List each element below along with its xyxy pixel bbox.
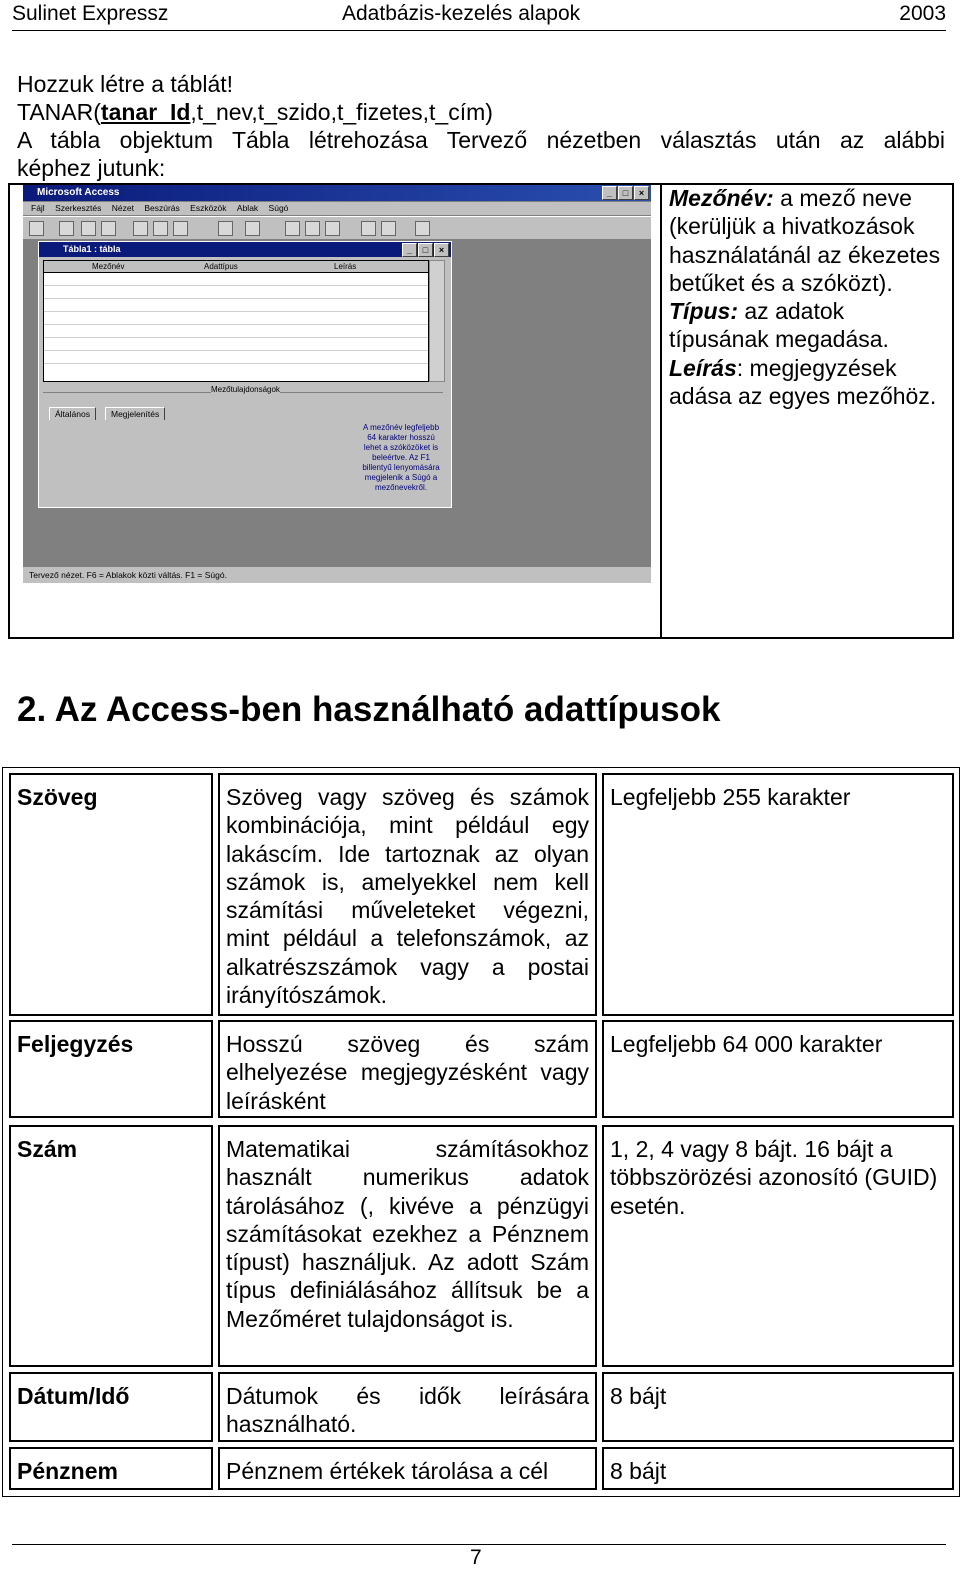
field-name-note	[669, 184, 944, 297]
header-center: Adatbázis-kezelés alapok	[342, 2, 581, 25]
type-name: Szöveg	[9, 773, 213, 1016]
build-icon[interactable]	[381, 221, 396, 236]
status-bar	[23, 567, 651, 583]
type-name: Pénznem	[9, 1447, 213, 1490]
intro-line-1: Hozzuk létre a táblát!	[17, 71, 234, 97]
tab-general[interactable]: Általános	[49, 407, 96, 420]
type-description: Dátumok és idők leírására használható.	[218, 1372, 597, 1442]
type-description-text: Pénznem értékek tárolása a cél	[226, 1458, 549, 1479]
header-rule	[12, 30, 946, 31]
doc-close-icon[interactable]: ×	[434, 243, 449, 257]
app-title: Microsoft Access	[37, 187, 120, 198]
delete-row-icon[interactable]	[325, 221, 340, 236]
grid-row	[44, 298, 428, 299]
page-number: 7	[470, 1546, 482, 1569]
grid-scrollbar[interactable]	[429, 260, 445, 382]
properties-icon[interactable]	[361, 221, 376, 236]
tab-lookup[interactable]: Megjelenítés	[105, 407, 165, 420]
copy-icon[interactable]	[153, 221, 168, 236]
type-description: Hosszú szöveg és szám elhelyezése megjegyzésként vagy leírásként	[218, 1020, 597, 1118]
toolbar	[23, 216, 651, 240]
type-size: Legfeljebb 64 000 karakter	[602, 1020, 954, 1118]
type-size: Legfeljebb 255 karakter	[602, 773, 954, 1016]
data-types-table	[2, 767, 960, 1497]
minimize-icon[interactable]: _	[602, 186, 617, 200]
grid-row	[44, 337, 428, 338]
grid-row	[44, 350, 428, 351]
schema-prefix: TANAR(	[17, 99, 101, 125]
type-name: Dátum/Idő	[9, 1372, 213, 1442]
menu-edit[interactable]: Szerkesztés	[55, 203, 102, 213]
type-size: 1, 2, 4 vagy 8 bájt. 16 bájt a többszörözési azonosító (GUID) esetén.	[602, 1125, 954, 1367]
field-grid[interactable]	[43, 260, 429, 382]
menu-insert[interactable]: Beszúrás	[144, 203, 180, 213]
intro-text	[17, 70, 945, 182]
field-properties	[43, 385, 443, 505]
menu-file[interactable]: Fájl	[31, 203, 45, 213]
status-text: Tervező nézet. F6 = Ablakok közti váltás. F1 = Súgó.	[29, 570, 227, 580]
figure-explanation	[669, 184, 944, 410]
type-size: 8 bájt	[602, 1447, 954, 1490]
field-name-hint: A mezőnév legfeljebb 64 karakter hosszú lehet a szóközöket is beleértve. Az F1 billentyű lenyomására megjelenik a Súgó a mezőnevekről.	[362, 423, 440, 492]
footer-rule	[12, 1544, 946, 1545]
doc-minimize-icon[interactable]: _	[402, 243, 417, 257]
menu-tools[interactable]: Eszközök	[190, 203, 227, 213]
schema-rest: ,t_nev,t_szido,t_fizetes,t_cím)	[190, 99, 493, 125]
table-window-titlebar	[39, 242, 451, 257]
header-left: Sulinet Expressz	[12, 2, 169, 25]
view-icon[interactable]	[29, 221, 44, 236]
col-description: Leírás	[334, 262, 357, 271]
table-design-window	[38, 241, 452, 508]
field-properties-label: Mezőtulajdonságok	[211, 385, 280, 394]
grid-row	[44, 285, 428, 286]
help-icon[interactable]	[415, 221, 430, 236]
primary-key: tanar_Id	[100, 99, 191, 125]
grid-header	[44, 261, 428, 273]
type-def: az adatok típusának megadása.	[669, 298, 889, 353]
menu-view[interactable]: Nézet	[111, 203, 134, 213]
menu-help[interactable]: Súgó	[268, 203, 289, 213]
app-titlebar	[23, 185, 651, 201]
intro-line-4: képhez jutunk:	[17, 155, 166, 181]
type-note	[669, 297, 944, 354]
primary-key-icon[interactable]	[245, 221, 260, 236]
type-description: Szöveg vagy szöveg és számok kombinációja, mint például egy lakáscím. Ide tartoznak az olyan számok is, amelyekkel nem kell számítási műveleteket végezni, mint például a telefonszámok, az alkatrészszámok vagy a postai irányítószámok.	[218, 773, 597, 1016]
type-name: Szám	[9, 1125, 213, 1367]
undo-icon[interactable]	[218, 221, 233, 236]
save-icon[interactable]	[59, 221, 74, 236]
description-term: Leírás	[669, 354, 737, 381]
figure-divider	[660, 183, 662, 637]
preview-icon[interactable]	[101, 221, 116, 236]
table-window-title: Tábla1 : tábla	[63, 244, 121, 254]
doc-maximize-icon[interactable]: □	[418, 243, 433, 257]
header-right: 2003	[899, 2, 946, 25]
paste-icon[interactable]	[173, 221, 188, 236]
page-header	[12, 0, 946, 32]
menu-window[interactable]: Ablak	[236, 203, 259, 213]
type-term: Típus:	[669, 298, 738, 325]
intro-line-3: A tábla objektum Tábla létrehozása Tervező nézetben választás után az alábbi	[17, 127, 945, 153]
type-size: 8 bájt	[602, 1372, 954, 1442]
close-icon[interactable]: ×	[634, 186, 649, 200]
indexes-icon[interactable]	[285, 221, 300, 236]
field-name-def: a mező neve (kerüljük a hivatkozások használatánál az ékezetes betűket és a szóközt).	[669, 185, 941, 296]
grid-row	[44, 311, 428, 312]
access-screenshot	[23, 185, 651, 583]
grid-row	[44, 363, 428, 364]
description-def: : megjegyzések adása az egyes mezőhöz.	[669, 354, 937, 410]
field-name-term: Mezőnév:	[669, 185, 774, 211]
maximize-icon[interactable]: □	[618, 186, 633, 200]
print-icon[interactable]	[81, 221, 96, 236]
description-note	[669, 354, 944, 411]
insert-row-icon[interactable]	[305, 221, 320, 236]
col-data-type: Adattípus	[204, 262, 238, 271]
cut-icon[interactable]	[133, 221, 148, 236]
intro-line-2	[17, 98, 945, 126]
menu-bar	[23, 202, 651, 215]
grid-row	[44, 324, 428, 325]
type-description: Matematikai számításokhoz használt numerikus adatok tárolásához (, kivéve a pénzügyi számításokat ezekhez a Pénznem típust) használjuk. Az adott Szám típus definiálásához állítsuk be a Mezőméret tulajdonságot is.	[218, 1125, 597, 1367]
type-description	[218, 1447, 597, 1490]
section-title: 2. Az Access-ben használható adattípusok	[17, 690, 721, 729]
type-name: Feljegyzés	[9, 1020, 213, 1118]
col-field-name: Mezőnév	[92, 262, 125, 271]
